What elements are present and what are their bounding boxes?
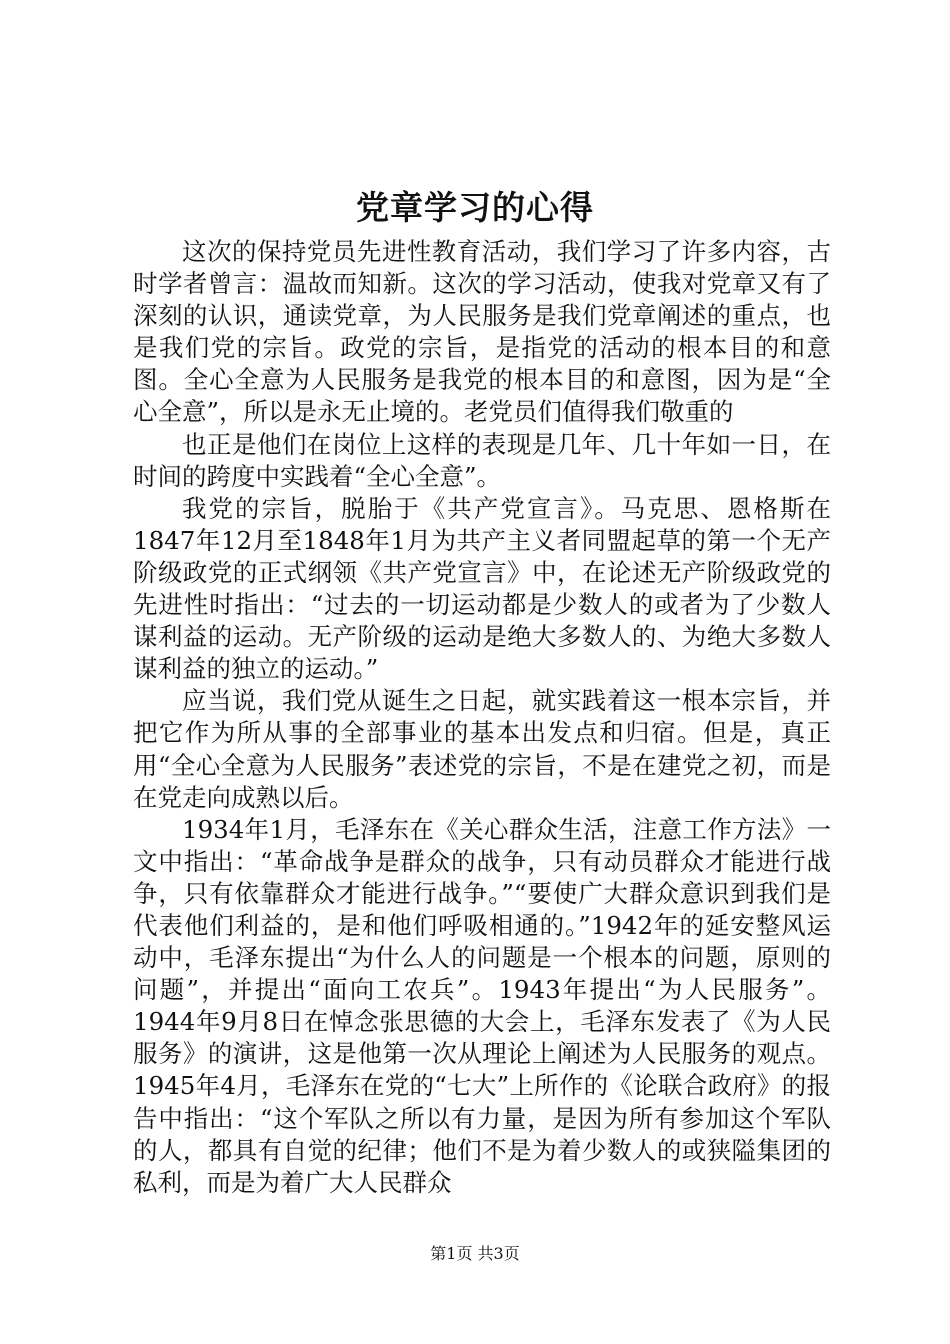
document-title: 党章学习的心得 [356,188,594,227]
page-number-footer: 第1页 共3页 [430,1244,520,1263]
paragraph: 也正是他们在岗位上这样的表现是几年、几十年如一日，在时间的跨度中实践着“全心全意”。 [133,429,831,491]
paragraph: 1934年1月，毛泽东在《关心群众生活，注意工作方法》一文中指出：“革命战争是群众的战争，只有动员群众才能进行战争，只有依靠群众才能进行战争。”“要使广大群众意识到我们是代表他们利益的，是和他们呼吸相通的。”1942年的延安整风运动中，毛泽东提出“为什么人的问题是一个根本的问题，原则的问题”，并提出“面向工农兵”。1943年提出“为人民服务”。1944年9月8日在悼念张思德的大会上，毛泽东发表了《为人民服务》的演讲，这是他第一次从理论上阐述为人民服务的观点。1945年4月，毛泽东在党的“七大”上所作的《论联合政府》的报告中指出：“这个军队之所以有力量，是因为所有参加这个军队的人，都具有自觉的纪律；他们不是为着少数人的或狭隘集团的私利，而是为着广大人民群众 [133,814,831,1197]
paragraph: 我党的宗旨，脱胎于《共产党宣言》。马克思、恩格斯在1847年12月至1848年1月为共产主义者同盟起草的第一个无产阶级政党的正式纲领《共产党宣言》中，在论述无产阶级政党的先进性时指出：“过去的一切运动都是少数人的或者为了少数人谋利益的运动。无产阶级的运动是绝大多数人的、为绝大多数人谋利益的独立的运动。” [133,493,831,684]
paragraph: 这次的保持党员先进性教育活动，我们学习了许多内容，古时学者曾言：温故而知新。这次的学习活动，使我对党章又有了深刻的认识，通读党章，为人民服务是我们党章阐述的重点，也是我们党的宗旨。政党的宗旨，是指党的活动的根本目的和意图。全心全意为人民服务是我党的根本目的和意图，因为是“全心全意”，所以是永无止境的。老党员们值得我们敬重的 [133,237,831,427]
paragraph: 应当说，我们党从诞生之日起，就实践着这一根本宗旨，并把它作为所从事的全部事业的基本出发点和归宿。但是，真正用“全心全意为人民服务”表述党的宗旨，不是在建党之初，而是在党走向成熟以后。 [133,686,831,812]
document-body [133,236,831,1199]
